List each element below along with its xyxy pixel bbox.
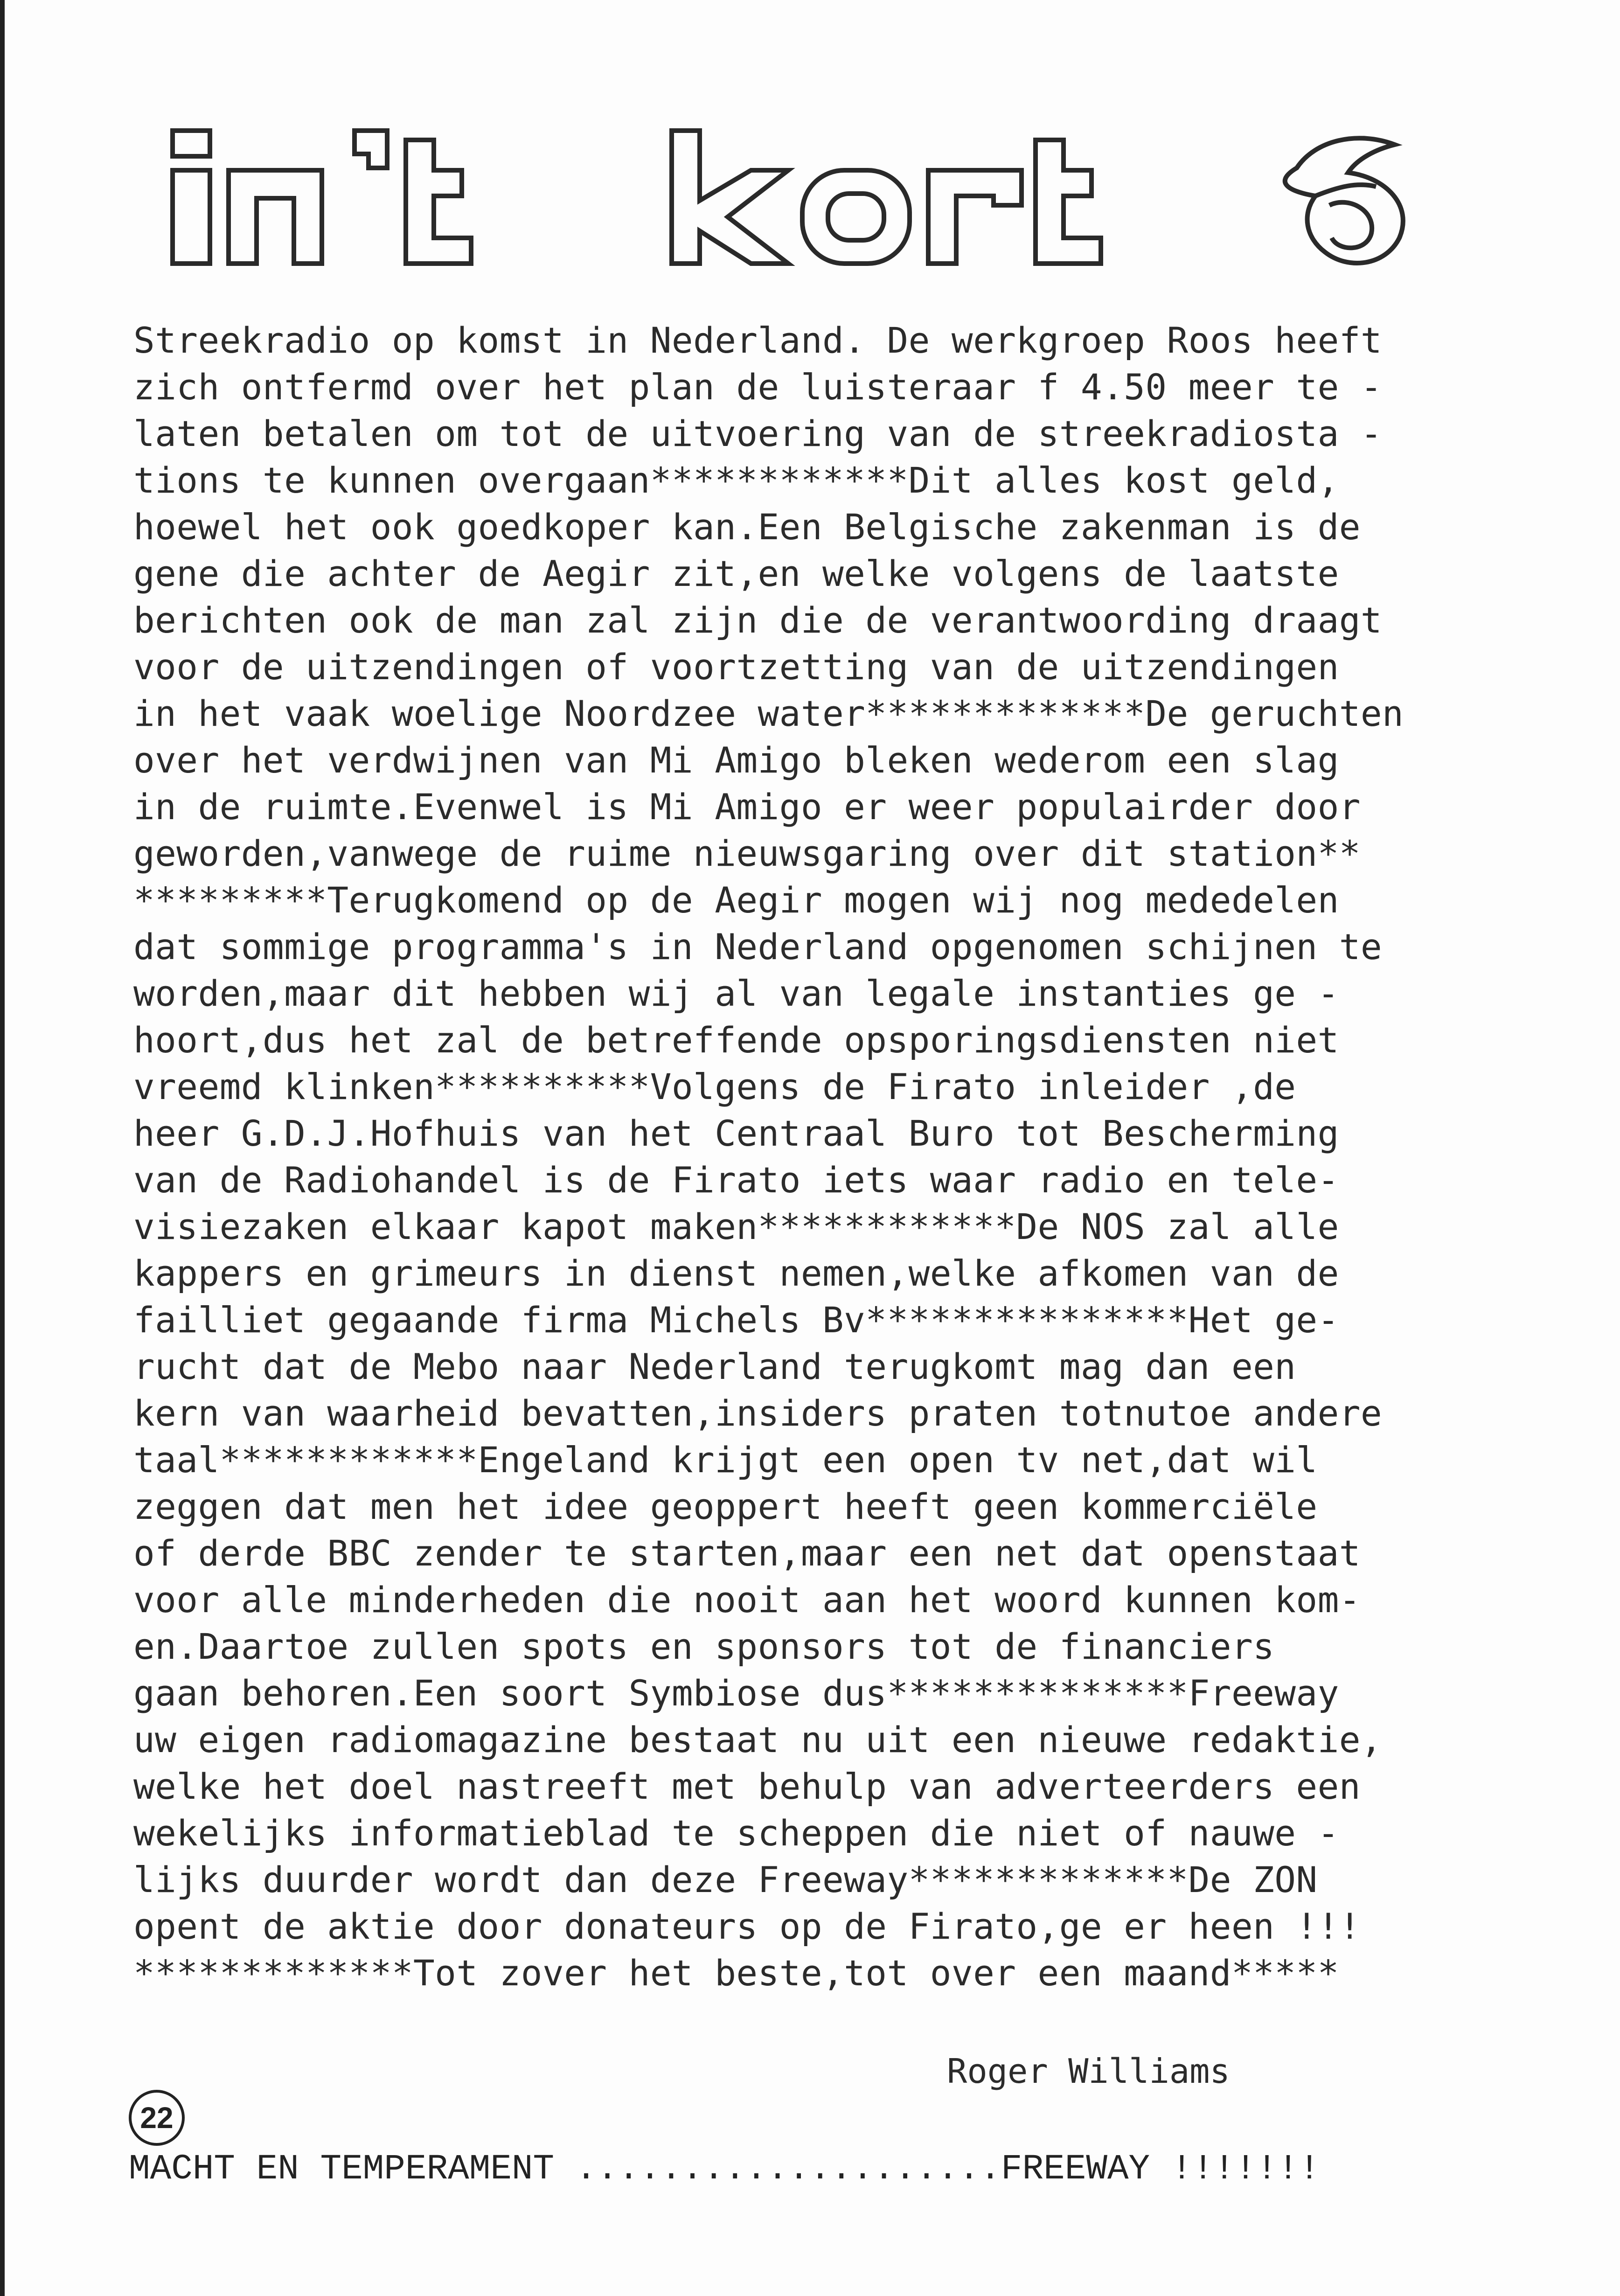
text-line: *************Tot zover het beste,tot over een maand***** xyxy=(133,1952,1339,1994)
text-line: gene die achter de Aegir zit,en welke volgens de laatste xyxy=(133,553,1339,594)
page-number-badge: 22 xyxy=(129,2090,185,2146)
text-line: hoewel het ook goedkoper kan.Een Belgische zakenman is de xyxy=(133,506,1361,548)
text-line: zich ontfermd over het plan de luisteraar f 4.50 meer te - xyxy=(133,366,1383,408)
text-line: kern van waarheid bevatten,insiders praten totnutoe andere xyxy=(133,1392,1383,1434)
text-line: heer G.D.J.Hofhuis van het Centraal Buro tot Bescherming xyxy=(133,1113,1339,1154)
text-line: gaan behoren.Een soort Symbiose dus**************Freeway xyxy=(133,1672,1339,1714)
text-line: laten betalen om tot de uitvoering van de streekradiosta - xyxy=(133,413,1383,454)
page-edge xyxy=(0,0,5,2296)
text-line: of derde BBC zender te starten,maar een net dat openstaat xyxy=(133,1532,1361,1574)
text-line: voor alle minderheden die nooit aan het woord kunnen kom- xyxy=(133,1579,1361,1621)
text-line: in de ruimte.Evenwel is Mi Amigo er weer populairder door xyxy=(133,786,1361,828)
text-line: taal************Engeland krijgt een open tv net,dat wil xyxy=(133,1439,1318,1481)
text-line: worden,maar dit hebben wij al van legale instanties ge - xyxy=(133,973,1339,1014)
text-line: voor de uitzendingen of voortzetting van de uitzendingen xyxy=(133,646,1339,688)
text-line: kappers en grimeurs in dienst nemen,welke afkomen van de xyxy=(133,1252,1339,1294)
text-line: in het vaak woelige Noordzee water*************De geruchten xyxy=(133,693,1404,734)
text-line: failliet gegaande firma Michels Bv***************Het ge- xyxy=(133,1299,1339,1341)
text-line: visiezaken elkaar kapot maken************De NOS zal alle xyxy=(133,1206,1339,1247)
text-line: en.Daartoe zullen spots en sponsors tot de financiers xyxy=(133,1626,1275,1667)
text-line: hoort,dus het zal de betreffende opsporingsdiensten niet xyxy=(133,1019,1339,1061)
author-signature: Roger Williams xyxy=(947,2052,1230,2091)
text-line: van de Radiohandel is de Firato iets waar radio en tele- xyxy=(133,1159,1339,1201)
text-line: zeggen dat men het idee geoppert heeft geen kommerciële xyxy=(133,1486,1318,1527)
text-line: vreemd klinken**********Volgens de Firato inleider ,de xyxy=(133,1066,1296,1107)
text-line: opent de aktie door donateurs op de Firato,ge er heen !!! xyxy=(133,1906,1361,1947)
footer-slogan: MACHT EN TEMPERAMENT ....................FREEWAY !!!!!!! xyxy=(129,2149,1321,2189)
text-line: uw eigen radiomagazine bestaat nu uit een nieuwe redaktie, xyxy=(133,1719,1383,1760)
text-line: wekelijks informatieblad te scheppen die niet of nauwe - xyxy=(133,1812,1339,1854)
text-line: over het verdwijnen van Mi Amigo bleken wederom een slag xyxy=(133,739,1339,781)
text-line: *********Terugkomend op de Aegir mogen wij nog mededelen xyxy=(133,879,1339,921)
text-line: lijks duurder wordt dan deze Freeway*************De ZON xyxy=(133,1859,1318,1900)
text-line: rucht dat de Mebo naar Nederland terugkomt mag dan een xyxy=(133,1346,1296,1387)
text-line: geworden,vanwege de ruime nieuwsgaring over dit station** xyxy=(133,833,1361,874)
heading-in-t-kort xyxy=(163,112,1423,280)
text-line: berichten ook de man zal zijn die de verantwoording draagt xyxy=(133,599,1383,641)
text-line: dat sommige programma's in Nederland opgenomen schijnen te xyxy=(133,926,1383,967)
article-body xyxy=(133,317,1533,1997)
text-line: Streekradio op komst in Nederland. De werkgroep Roos heeft xyxy=(133,320,1383,361)
text-line: welke het doel nastreeft met behulp van adverteerders een xyxy=(133,1766,1361,1807)
text-line: tions te kunnen overgaan************Dit alles kost geld, xyxy=(133,459,1339,501)
